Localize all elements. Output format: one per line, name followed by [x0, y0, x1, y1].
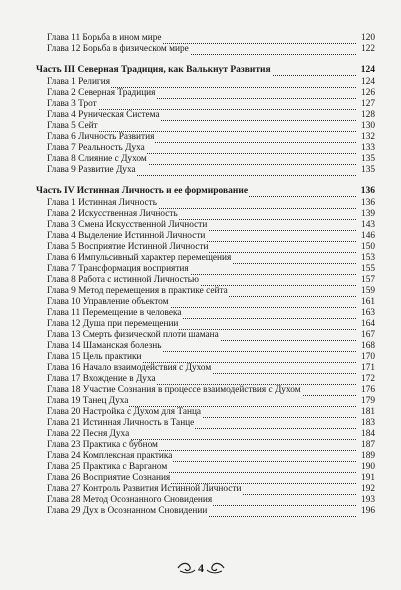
- toc-entry-title: Глава 1 Религия: [47, 77, 110, 87]
- toc-entry-page: 155: [356, 264, 375, 275]
- toc-chapter-entry: [0, 363, 401, 374]
- toc-entry-title: Глава 8 Работа с истинной Личностью: [47, 275, 199, 285]
- toc-chapter-entry: [0, 209, 401, 220]
- toc-entry-title: Глава 17 Вхождение в Духа: [47, 374, 156, 384]
- toc-entry-page: 132: [356, 132, 375, 143]
- toc-chapter-entry: [0, 275, 401, 286]
- toc-entry-title: Глава 12 Душа при перемещении: [47, 319, 179, 329]
- toc-chapter-entry: [0, 506, 401, 517]
- toc-entry-page: 143: [356, 220, 375, 231]
- toc-entry-title: Глава 13 Смерть физической плоти шамана: [47, 330, 219, 340]
- toc-entry-title: Глава 7 Реальность Духа: [47, 143, 145, 153]
- toc-chapter-entry: [0, 264, 401, 275]
- toc-chapter-entry: [0, 242, 401, 253]
- toc-entry-title: Глава 9 Метод перемещения в практике сейта: [47, 286, 228, 296]
- toc-entry-page: 193: [356, 495, 375, 506]
- toc-entry-title: Глава 6 Личность Развития: [47, 132, 155, 142]
- toc-entry-page: 153: [356, 253, 375, 264]
- toc-entry-page: 128: [356, 110, 375, 121]
- toc-chapter-entry: [0, 330, 401, 341]
- toc-entry-page: 176: [356, 385, 375, 396]
- toc-chapter-entry: [0, 286, 401, 297]
- toc-entry-title: Глава 2 Искусственная Личность: [47, 209, 178, 219]
- toc-entry-page: 163: [356, 308, 375, 319]
- toc-chapter-entry: [0, 143, 401, 154]
- toc-chapter-entry: [0, 99, 401, 110]
- toc-entry-page: 181: [356, 407, 375, 418]
- toc-chapter-entry: [0, 220, 401, 231]
- toc-part-entry: [0, 65, 401, 76]
- toc-chapter-entry: [0, 396, 401, 407]
- toc-entry-page: 196: [356, 506, 375, 517]
- page-number: 4: [198, 561, 204, 575]
- toc-entry-page: 126: [356, 88, 375, 99]
- toc-entry-title: Глава 24 Комплексная практика: [47, 451, 173, 461]
- toc-entry-page: 170: [356, 352, 375, 363]
- toc-entry-title: Глава 1 Истинная Личность: [47, 198, 157, 208]
- toc-entry-page: 120: [356, 33, 375, 44]
- toc-chapter-entry: [0, 77, 401, 88]
- toc-entry-title: Глава 10 Управление объектом: [47, 297, 169, 307]
- toc-chapter-entry: [0, 473, 401, 484]
- toc-chapter-entry: [0, 385, 401, 396]
- toc-entry-page: 135: [356, 154, 375, 165]
- toc-entry-title: Глава 20 Настройка с Духом для Танца: [47, 407, 202, 417]
- toc-entry-page: 167: [356, 330, 375, 341]
- toc-chapter-entry: [0, 418, 401, 429]
- toc-entry-page: 183: [356, 418, 375, 429]
- toc-entry-title: Глава 18 Участие Сознания в процессе взаимодействия с Духом: [47, 385, 301, 395]
- toc-part-entry: [0, 186, 401, 197]
- toc-entry-title: Глава 8 Слияние с Духом: [47, 154, 147, 164]
- toc-chapter-entry: [0, 352, 401, 363]
- toc-entry-page: 136: [356, 198, 375, 209]
- toc-chapter-entry: [0, 297, 401, 308]
- toc-entry-title: Глава 5 Восприятие Истинной Личности: [47, 242, 209, 252]
- toc-entry-page: 133: [356, 143, 375, 154]
- toc-entry-page: 136: [356, 186, 375, 197]
- toc-entry-title: Глава 16 Начало взаимодействия с Духом: [47, 363, 212, 373]
- toc-chapter-entry: [0, 253, 401, 264]
- toc-entry-title: Глава 3 Трот: [47, 99, 97, 109]
- toc-entry-title: Глава 7 Трансформация восприятия: [47, 264, 189, 274]
- toc-entry-title: Глава 22 Песня Духа: [47, 429, 130, 439]
- toc-entry-title: Глава 21 Истинная Личность в Танце: [47, 418, 195, 428]
- toc-chapter-entry: [0, 440, 401, 451]
- toc-entry-title: Глава 23 Практика с бубном: [47, 440, 158, 450]
- toc-entry-title: Часть IV Истинная Личность и ее формирование: [36, 186, 249, 196]
- toc-chapter-entry: [0, 429, 401, 440]
- toc-entry-title: Глава 3 Смена Искусственной Личности: [47, 220, 208, 230]
- toc-chapter-entry: [0, 407, 401, 418]
- toc-entry-page: 124: [356, 65, 375, 76]
- toc-entry-page: 172: [356, 374, 375, 385]
- toc-entry-title: Глава 26 Восприятие Сознания: [47, 473, 171, 483]
- toc-chapter-entry: [0, 132, 401, 143]
- toc-entry-page: 130: [356, 121, 375, 132]
- toc-entry-title: Глава 14 Шаманская болезнь: [47, 341, 162, 351]
- toc-entry-page: 192: [356, 484, 375, 495]
- toc-chapter-entry: [0, 231, 401, 242]
- toc-entry-page: 161: [356, 297, 375, 308]
- toc-entry-page: 150: [356, 242, 375, 253]
- toc-chapter-entry: [0, 198, 401, 209]
- toc-chapter-entry: [0, 165, 401, 176]
- toc-chapter-entry: [0, 154, 401, 165]
- toc-entry-page: 159: [356, 286, 375, 297]
- toc-entry-title: Глава 28 Метод Осознанного Сновидения: [47, 495, 213, 505]
- toc-chapter-entry: [0, 121, 401, 132]
- toc-chapter-entry: [0, 33, 401, 44]
- toc-chapter-entry: [0, 462, 401, 473]
- toc-entry-page: 168: [356, 341, 375, 352]
- toc-chapter-entry: [0, 88, 401, 99]
- toc-entry-title: Глава 4 Руническая Система: [47, 110, 160, 120]
- toc-entry-page: 127: [356, 99, 375, 110]
- toc-entry-title: Глава 15 Цель практики: [47, 352, 142, 362]
- toc-entry-title: Глава 11 Борьба в ином мире: [47, 33, 162, 43]
- toc-entry-title: Глава 27 Контроль Развития Истинной Личности: [47, 484, 242, 494]
- toc-chapter-entry: [0, 308, 401, 319]
- toc-entry-title: Часть III Северная Традиция, как Валькнут Развития: [36, 65, 271, 75]
- toc-entry-title: Глава 2 Северная Традиция: [47, 88, 156, 98]
- toc-entry-title: Глава 5 Сейт: [47, 121, 98, 131]
- toc-entry-page: 124: [356, 77, 375, 88]
- toc-entry-page: 146: [356, 231, 375, 242]
- toc-entry-title: Глава 19 Танец Духа: [47, 396, 129, 406]
- toc-entry-page: 171: [356, 363, 375, 374]
- toc-entry-page: 187: [356, 440, 375, 451]
- page-number-ornament: [176, 560, 226, 576]
- toc-entry-title: Глава 6 Импульсивный характер перемещения: [47, 253, 232, 263]
- toc-entry-page: 122: [356, 44, 375, 55]
- toc-entry-page: 157: [356, 275, 375, 286]
- toc-chapter-entry: [0, 341, 401, 352]
- toc-entry-page: 189: [356, 451, 375, 462]
- toc-entry-page: 164: [356, 319, 375, 330]
- toc-entry-page: 184: [356, 429, 375, 440]
- toc-chapter-entry: [0, 484, 401, 495]
- toc-entry-title: Глава 9 Развитие Духа: [47, 165, 136, 175]
- toc-chapter-entry: [0, 495, 401, 506]
- toc-chapter-entry: [0, 110, 401, 121]
- toc-entry-title: Глава 25 Практика с Варганом: [47, 462, 168, 472]
- toc-entry-page: 139: [356, 209, 375, 220]
- toc-entry-page: 135: [356, 165, 375, 176]
- toc-entry-page: 179: [356, 396, 375, 407]
- toc-chapter-entry: [0, 319, 401, 330]
- toc-entry-title: Глава 12 Борьба в физическом мире: [47, 44, 189, 54]
- toc-entry-title: Глава 29 Дух в Осознанном Сновидении: [47, 506, 208, 516]
- toc-entry-title: Глава 4 Выделение Истинной Личности: [47, 231, 206, 241]
- toc-entry-title: Глава 11 Перемещение в человека: [47, 308, 182, 318]
- toc-chapter-entry: [0, 374, 401, 385]
- toc-chapter-entry: [0, 451, 401, 462]
- toc-chapter-entry: [0, 44, 401, 55]
- toc-entry-page: 191: [356, 473, 375, 484]
- toc-entry-page: 190: [356, 462, 375, 473]
